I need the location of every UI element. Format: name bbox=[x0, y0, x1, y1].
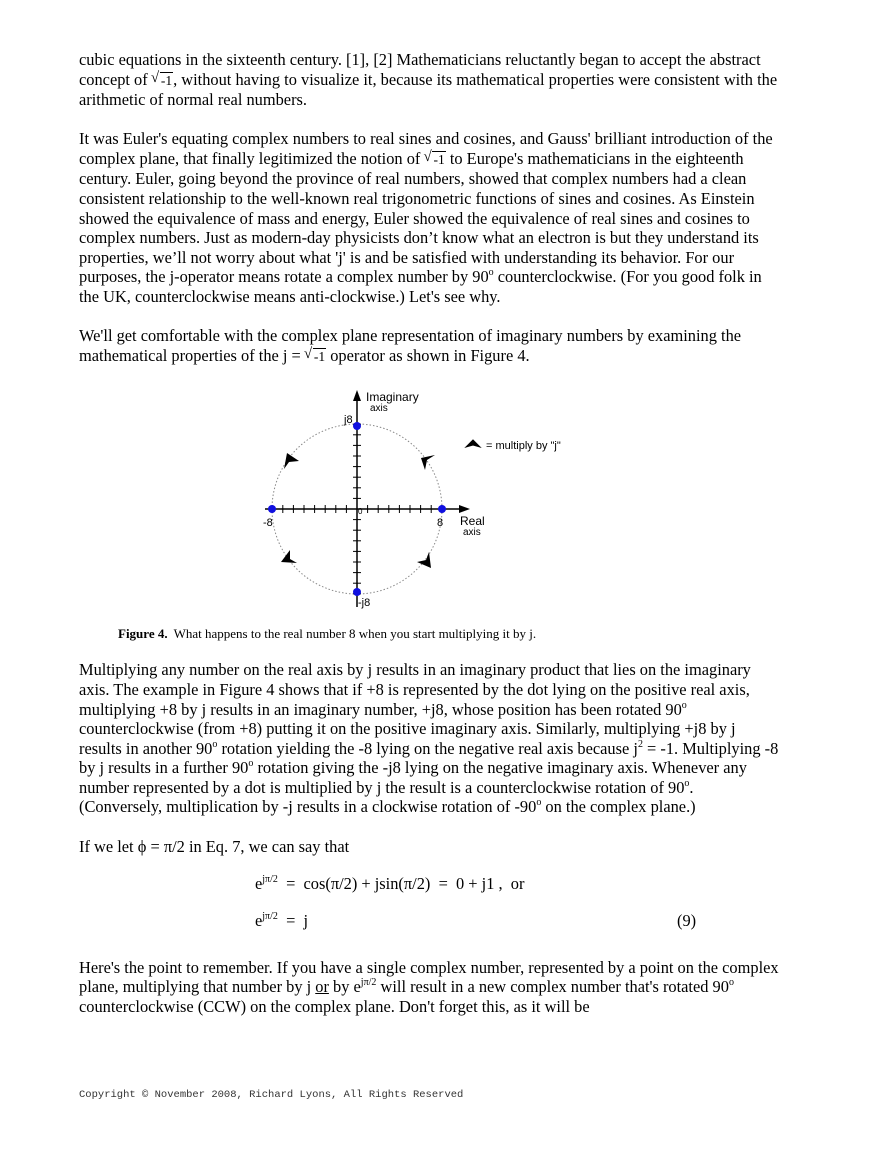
text: to Europe's mathematicians in the eighteenth century. Euler, going beyond the province of real numbers, showed that complex numbers had a clean consistent relationship to the well-known real trigonometric functions of sines and cosines. As Einstein showed the equivalence of mass and energy, Euler showed the equivalence of real sines and cosines to complex numbers. Just as modern-day physicists don’t know what an electron is but they understand its properties, we’ll not worry about what 'j' is and be satisfied with understanding its behavior. For our purposes, the j-operator means rotate a complex number by 90 bbox=[79, 148, 759, 287]
eq-base: e bbox=[255, 873, 263, 893]
text: Here's the point to remember. If you have a single complex number, represented by a point on the complex plane, multiplying that number by j bbox=[79, 957, 779, 997]
label-neg-8: -8 bbox=[263, 517, 273, 530]
real-axis-subtitle: axis bbox=[463, 527, 481, 539]
rotation-arrow-icon bbox=[417, 552, 431, 568]
text: = bbox=[146, 836, 164, 856]
label-j8: j8 bbox=[344, 414, 353, 427]
point-j8 bbox=[353, 422, 361, 430]
superscript: o bbox=[681, 699, 687, 711]
sqrt-value: -1 bbox=[160, 72, 173, 88]
text: operator as shown in Figure 4. bbox=[326, 345, 530, 365]
paragraph-2 bbox=[79, 129, 779, 306]
paragraph-3 bbox=[79, 326, 779, 366]
caption-text: What happens to the real number 8 when you start multiplying it by j. bbox=[173, 626, 537, 642]
point-8 bbox=[438, 505, 446, 513]
phi-symbol: ϕ bbox=[137, 836, 147, 856]
superscript: o bbox=[536, 797, 542, 809]
paragraph-5 bbox=[79, 837, 779, 857]
figure-caption bbox=[118, 626, 779, 642]
exponent: jπ/2 bbox=[360, 977, 377, 989]
label-8: 8 bbox=[437, 517, 444, 530]
pi-symbol: π bbox=[163, 836, 173, 856]
text: by e bbox=[328, 977, 361, 997]
eq-base: e bbox=[255, 910, 263, 930]
rotation-arrow-icon bbox=[284, 453, 299, 469]
text: Multiplying any number on the real axis by j results in an imaginary product that lies on the imaginary axis. The example in Figure 4 shows that if +8 is represented by the dot lying on the positive real axis, multiplying +8 by j results in an imaginary number, +j8, whose position has been rotated 90 bbox=[79, 660, 751, 719]
superscript: o bbox=[248, 758, 254, 770]
point-neg-j8 bbox=[353, 588, 361, 596]
point-neg-8 bbox=[268, 505, 276, 513]
imaginary-axis-arrowhead bbox=[353, 390, 361, 401]
paragraph-4 bbox=[79, 660, 779, 817]
sqrt-value: -1 bbox=[313, 348, 326, 364]
text: We'll get comfortable with the complex plane representation of imaginary numbers by examining the mathematical properties of the j = bbox=[79, 326, 742, 365]
text: cubic equations in the sixteenth century. [1], [2] Mathematicians reluctantly began to accept the abstract concept of bbox=[79, 50, 761, 89]
text: counterclockwise (CCW) on the complex plane. Don't forget this, as it will be bbox=[79, 996, 590, 1016]
eq-exponent: jπ/2 bbox=[262, 873, 278, 885]
real-axis-title: Real bbox=[460, 514, 485, 529]
text: If we let bbox=[79, 836, 138, 856]
superscript: o bbox=[728, 977, 734, 989]
legend-text: = multiply by "j" bbox=[486, 440, 561, 453]
text: counterclockwise (from +8) putting it on the positive imaginary axis. Similarly, multiplying +j8 by j results in another 90 bbox=[79, 719, 736, 758]
text: /2 in Eq. 7, we can say that bbox=[172, 836, 350, 856]
text: on the complex plane.) bbox=[541, 797, 696, 817]
eq-exponent: jπ/2 bbox=[262, 910, 278, 922]
degree-superscript: o bbox=[488, 267, 494, 279]
legend-arrow-icon bbox=[466, 440, 480, 447]
text: rotation giving the -j8 lying on the negative imaginary axis. Whenever any number represented by a dot is multiplied by j the result is a counterclockwise rotation of 90 bbox=[79, 758, 747, 797]
equation-number: (9) bbox=[677, 910, 697, 930]
text: . (Conversely, multiplication by -j results in a clockwise rotation of -90 bbox=[79, 777, 694, 817]
superscript: o bbox=[684, 777, 690, 789]
superscript: 2 bbox=[637, 738, 643, 750]
underlined-or: or bbox=[315, 977, 329, 997]
imaginary-axis-subtitle: axis bbox=[370, 403, 388, 415]
text: , without having to visualize it, because its mathematical properties were consistent with the arithmetic of normal real numbers. bbox=[79, 69, 778, 110]
text: = -1. Multiplying -8 by j results in a further 90 bbox=[79, 738, 779, 778]
paragraph-6 bbox=[79, 958, 779, 1017]
figure-4 bbox=[79, 370, 779, 618]
text: It was Euler's equating complex numbers to real sines and cosines, and Gauss' brilliant introduction of the complex plane, that finally legitimized the notion of bbox=[79, 129, 773, 168]
eq-rhs: = j bbox=[277, 910, 309, 930]
page-body bbox=[79, 50, 779, 1036]
label-neg-j8: -j8 bbox=[358, 597, 371, 610]
equation-9 bbox=[79, 874, 779, 938]
imaginary-axis-title: Imaginary bbox=[366, 390, 419, 405]
text: counterclockwise. (For you good folk in the UK, counterclockwise means anti-clockwise.) Let's see why. bbox=[79, 267, 762, 307]
sqrt-symbol bbox=[153, 70, 173, 91]
superscript: o bbox=[212, 738, 218, 750]
label-origin: 0 bbox=[358, 507, 363, 517]
text: rotation yielding the -8 lying on the negative real axis because j bbox=[217, 738, 638, 758]
complex-plane-diagram bbox=[79, 370, 779, 618]
sqrt-value: -1 bbox=[433, 151, 445, 167]
eq-rhs: = cos(π/2) + jsin(π/2) = 0 + j1 , or bbox=[277, 873, 525, 893]
equation-row-2 bbox=[255, 911, 308, 931]
equation-row-1 bbox=[255, 874, 524, 894]
paragraph-1 bbox=[79, 50, 779, 110]
text: will result in a new complex number that's rotated 90 bbox=[376, 977, 729, 997]
real-axis-arrowhead bbox=[459, 505, 470, 513]
sqrt-symbol bbox=[306, 346, 326, 367]
caption-label: Figure 4. bbox=[118, 626, 168, 642]
sqrt-symbol bbox=[425, 149, 445, 170]
copyright-footer: Copyright © November 2008, Richard Lyons, All Rights Reserved bbox=[79, 1089, 464, 1101]
